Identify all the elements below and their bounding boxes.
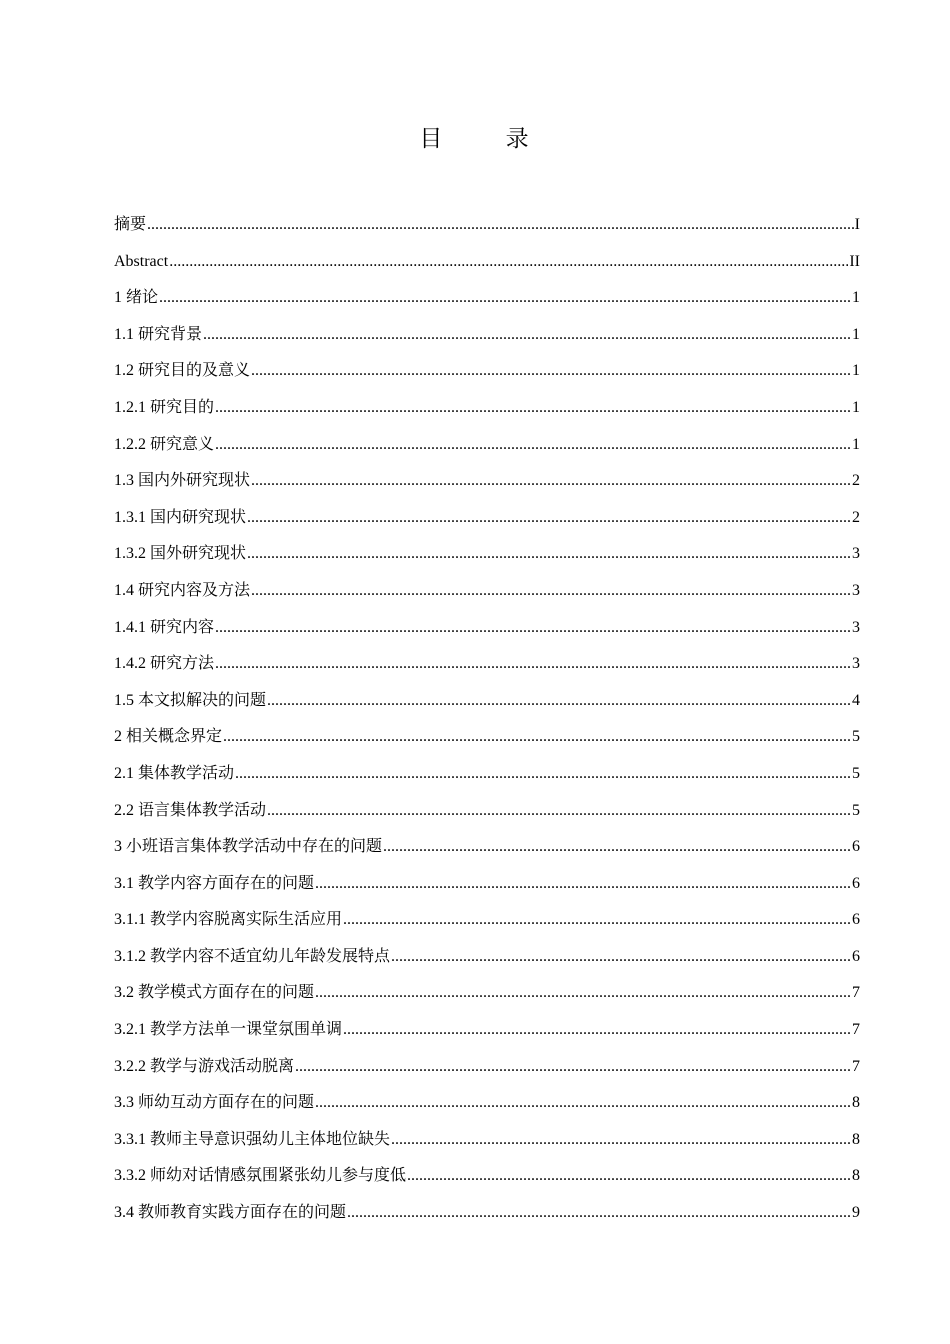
toc-entry[interactable] [114, 908, 860, 945]
toc-entry-page-number: 1 [852, 325, 860, 343]
toc-dot-leader [295, 1055, 851, 1079]
toc-entry[interactable] [114, 762, 860, 799]
toc-dot-leader [215, 616, 851, 640]
toc-entry[interactable] [114, 725, 860, 762]
toc-entry[interactable] [114, 359, 860, 396]
toc-dot-leader [215, 396, 851, 420]
toc-entry[interactable] [114, 799, 860, 836]
toc-entry[interactable] [114, 506, 860, 543]
toc-dot-leader [315, 1091, 851, 1115]
toc-entry[interactable] [114, 323, 860, 360]
toc-entry-page-number: 2 [852, 472, 860, 490]
toc-entry[interactable] [114, 250, 860, 287]
toc-dot-leader [267, 799, 851, 823]
toc-dot-leader [251, 579, 851, 603]
toc-dot-leader [343, 908, 851, 932]
toc-entry[interactable] [114, 542, 860, 579]
toc-entry-page-number: 1 [852, 435, 860, 453]
toc-entry[interactable] [114, 945, 860, 982]
toc-entry[interactable] [114, 433, 860, 470]
toc-dot-leader [315, 981, 851, 1005]
toc-dot-leader [215, 433, 851, 457]
toc-entry-page-number: 5 [852, 764, 860, 782]
toc-entry-page-number: 6 [852, 947, 860, 965]
toc-entry-label: 1.3.1 国内研究现状 [114, 508, 247, 526]
toc-entry-label: 摘要 [114, 216, 147, 233]
toc-dot-leader [203, 323, 851, 347]
toc-entry-label: 1.3 国内外研究现状 [114, 472, 251, 490]
toc-dot-leader [267, 689, 851, 713]
toc-dot-leader [247, 506, 851, 530]
toc-entry-page-number: 6 [852, 874, 860, 892]
toc-entry[interactable] [114, 1018, 860, 1055]
toc-entry-label: 3.3.1 教师主导意识强幼儿主体地位缺失 [114, 1130, 391, 1148]
toc-entry[interactable] [114, 872, 860, 909]
toc-entry-label: 1 绪论 [114, 289, 159, 307]
toc-dot-leader [169, 250, 848, 274]
toc-entry[interactable] [114, 1164, 860, 1201]
toc-dot-leader [391, 1128, 851, 1152]
toc-dot-leader [383, 835, 851, 859]
toc-entry-page-number: I [854, 216, 860, 233]
toc-entry-label: 3.1.1 教学内容脱离实际生活应用 [114, 911, 343, 929]
toc-entry-page-number: 8 [852, 1167, 860, 1185]
toc-list [114, 213, 860, 1238]
toc-entry[interactable] [114, 469, 860, 506]
toc-dot-leader [215, 652, 851, 676]
toc-dot-leader [407, 1164, 851, 1188]
toc-entry-label: 1.2.1 研究目的 [114, 398, 215, 416]
toc-entry[interactable] [114, 981, 860, 1018]
toc-dot-leader [315, 872, 851, 896]
toc-entry[interactable] [114, 1091, 860, 1128]
toc-entry-label: 1.4.1 研究内容 [114, 618, 215, 636]
toc-dot-leader [343, 1018, 851, 1042]
toc-entry-label: 2.2 语言集体教学活动 [114, 801, 267, 819]
toc-entry-page-number: 5 [852, 728, 860, 746]
toc-entry-page-number: 8 [852, 1130, 860, 1148]
toc-entry-label: 3.4 教师教育实践方面存在的问题 [114, 1204, 347, 1222]
toc-entry-page-number: 7 [852, 1021, 860, 1039]
toc-entry[interactable] [114, 1128, 860, 1165]
toc-entry-page-number: 8 [852, 1094, 860, 1112]
toc-dot-leader [251, 469, 851, 493]
toc-entry-page-number: 6 [852, 911, 860, 929]
toc-entry[interactable] [114, 213, 860, 250]
toc-dot-leader [235, 762, 851, 786]
toc-entry-label: 2.1 集体教学活动 [114, 764, 235, 782]
toc-dot-leader [251, 359, 851, 383]
toc-entry-label: 1.4.2 研究方法 [114, 655, 215, 673]
toc-dot-leader [159, 286, 851, 310]
toc-entry-page-number: II [849, 252, 860, 270]
toc-entry-label: 3.3.2 师幼对话情感氛围紧张幼儿参与度低 [114, 1167, 407, 1185]
toc-entry-label: 1.2 研究目的及意义 [114, 362, 251, 380]
toc-entry[interactable] [114, 1055, 860, 1092]
toc-entry-page-number: 7 [852, 984, 860, 1002]
toc-entry-label: 1.5 本文拟解决的问题 [114, 691, 267, 709]
toc-entry-page-number: 1 [852, 398, 860, 416]
toc-dot-leader [247, 542, 851, 566]
toc-dot-leader [347, 1201, 851, 1225]
toc-entry-page-number: 1 [852, 289, 860, 307]
toc-entry[interactable] [114, 1201, 860, 1238]
toc-entry-page-number: 4 [852, 691, 860, 709]
toc-entry-label: 3.2.2 教学与游戏活动脱离 [114, 1057, 295, 1075]
toc-entry[interactable] [114, 396, 860, 433]
toc-entry-page-number: 1 [852, 362, 860, 380]
toc-entry-page-number: 2 [852, 508, 860, 526]
toc-entry[interactable] [114, 835, 860, 872]
toc-entry[interactable] [114, 286, 860, 323]
toc-entry-label: 3.3 师幼互动方面存在的问题 [114, 1094, 315, 1112]
toc-entry[interactable] [114, 579, 860, 616]
toc-entry[interactable] [114, 616, 860, 653]
toc-entry-label: 1.3.2 国外研究现状 [114, 545, 247, 563]
toc-entry-label: 1.4 研究内容及方法 [114, 581, 251, 599]
toc-dot-leader [223, 725, 851, 749]
toc-entry[interactable] [114, 689, 860, 726]
toc-entry-label: 3.1 教学内容方面存在的问题 [114, 874, 315, 892]
toc-entry-page-number: 3 [852, 581, 860, 599]
toc-entry-page-number: 3 [852, 618, 860, 636]
toc-title: 目 录 [419, 126, 557, 152]
toc-entry[interactable] [114, 652, 860, 689]
toc-entry-page-number: 9 [852, 1204, 860, 1222]
toc-entry-label: 3.2 教学模式方面存在的问题 [114, 984, 315, 1002]
toc-entry-label: 2 相关概念界定 [114, 728, 223, 746]
toc-entry-label: 3.2.1 教学方法单一课堂氛围单调 [114, 1021, 343, 1039]
toc-entry-page-number: 3 [852, 655, 860, 673]
toc-dot-leader [147, 213, 854, 237]
toc-entry-label: Abstract [114, 252, 169, 270]
toc-entry-page-number: 5 [852, 801, 860, 819]
toc-entry-page-number: 7 [852, 1057, 860, 1075]
toc-entry-label: 3 小班语言集体教学活动中存在的问题 [114, 838, 383, 856]
toc-entry-label: 1.2.2 研究意义 [114, 435, 215, 453]
toc-entry-label: 3.1.2 教学内容不适宜幼儿年龄发展特点 [114, 947, 391, 965]
toc-entry-label: 1.1 研究背景 [114, 325, 203, 343]
toc-dot-leader [391, 945, 851, 969]
toc-entry-page-number: 3 [852, 545, 860, 563]
toc-entry-page-number: 6 [852, 838, 860, 856]
